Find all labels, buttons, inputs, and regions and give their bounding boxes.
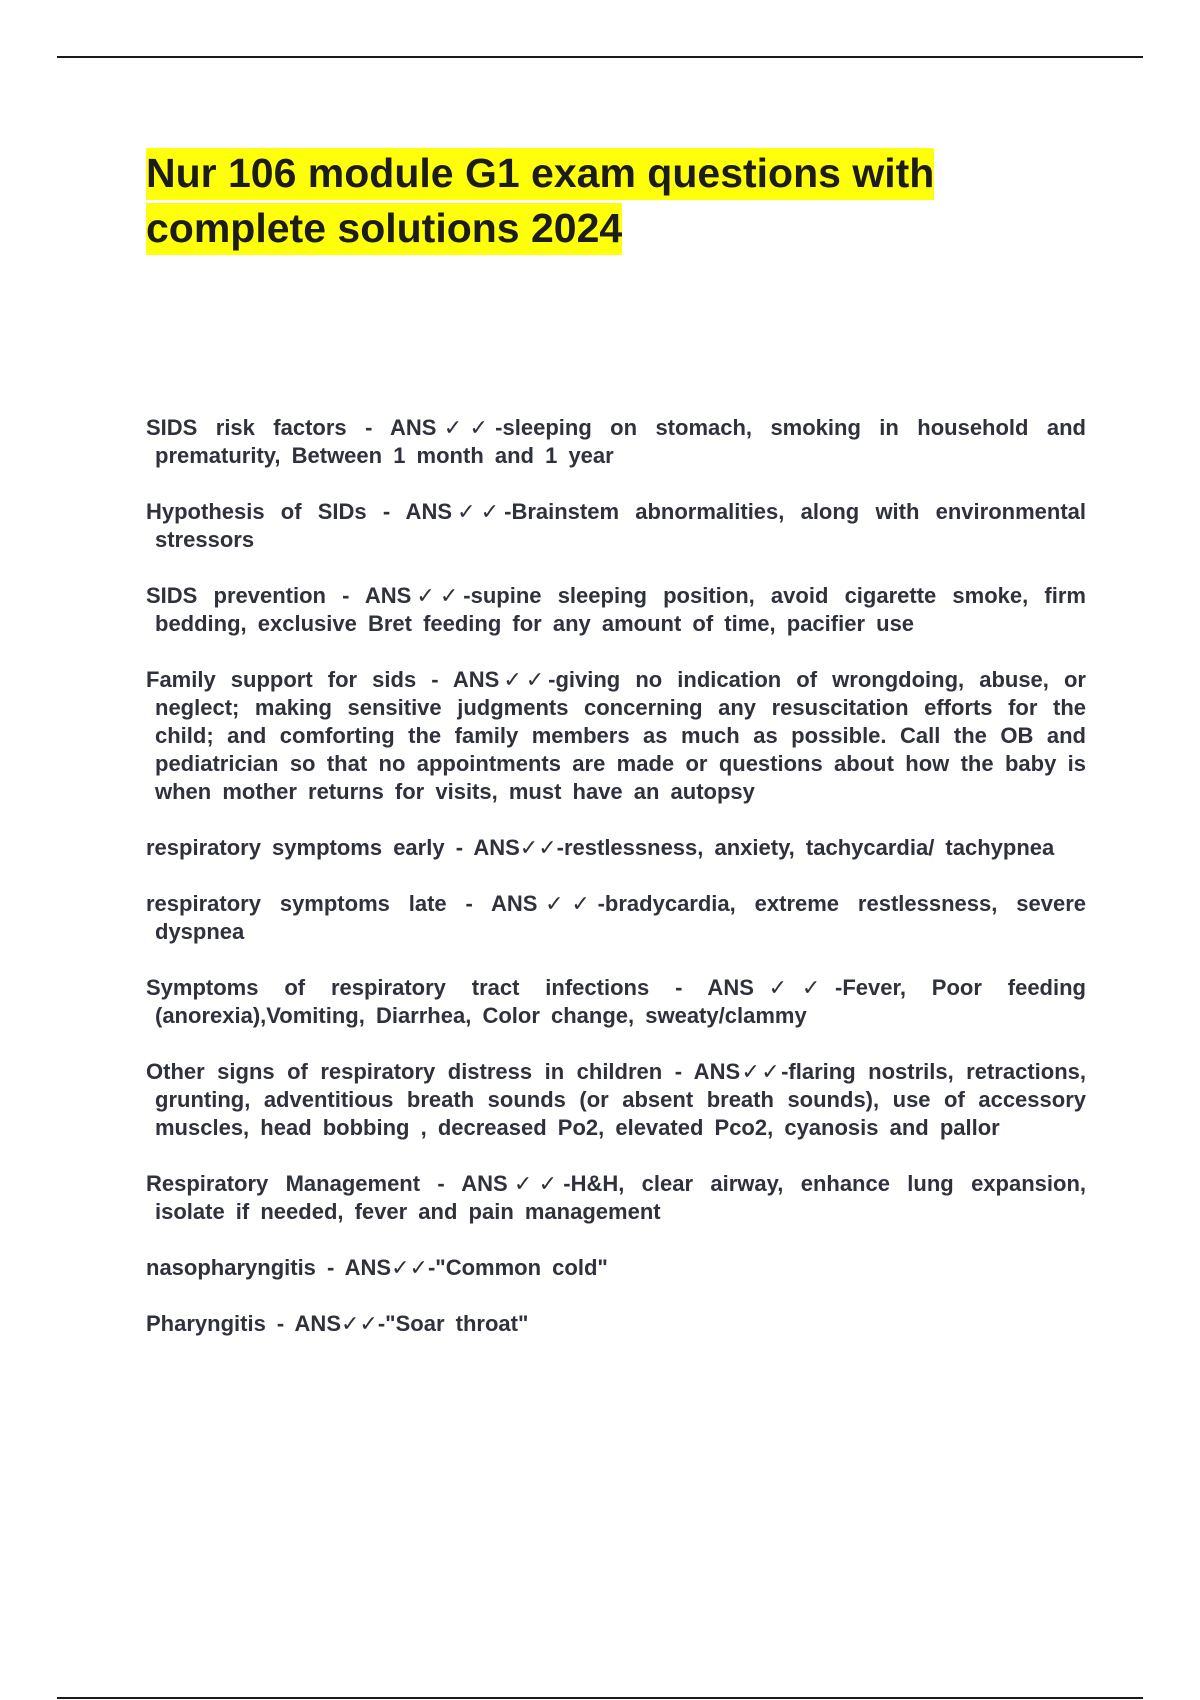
qa-entry-respiratory-management: Respiratory Management - ANS✓✓-H&H, clear airway, enhance lung expansion, isolate if needed, fever and pain management xyxy=(146,1171,1086,1224)
qa-entry-rti-symptoms: Symptoms of respiratory tract infections - ANS✓✓-Fever, Poor feeding (anorexia),Vomiting, Diarrhea, Color change, sweaty/clammy xyxy=(146,975,1086,1028)
footer-rule xyxy=(57,1697,1143,1699)
qa-entry-hypothesis-of-sids: Hypothesis of SIDs - ANS✓✓-Brainstem abnormalities, along with environmental stressors xyxy=(146,499,1086,552)
header-rule xyxy=(57,56,1143,58)
qa-entry-nasopharyngitis: nasopharyngitis - ANS✓✓-"Common cold" xyxy=(146,1255,608,1280)
qa-entry-respiratory-early: respiratory symptoms early - ANS✓✓-restlessness, anxiety, tachycardia/ tachypnea xyxy=(146,835,1055,860)
qa-entry-family-support: Family support for sids - ANS✓✓-giving no indication of wrongdoing, abuse, or neglect; making sensitive judgments concerning any resuscitation efforts for the child; and comforting the family members as much as possible. Call the OB and pediatrician so that no appointments are made or questions about how the baby is when mother returns for visits, must have an autopsy xyxy=(146,667,1086,804)
qa-entry-pharyngitis: Pharyngitis - ANS✓✓-"Soar throat" xyxy=(146,1311,529,1336)
qa-entry-respiratory-distress: Other signs of respiratory distress in children - ANS✓✓-flaring nostrils, retractions, grunting, adventitious breath sounds (or absent breath sounds), use of accessory muscles, head bobbing , decreased Po2, elevated Pco2, cyanosis and pallor xyxy=(146,1059,1086,1140)
qa-entry-sids-risk-factors: SIDS risk factors - ANS✓✓-sleeping on stomach, smoking in household and prematurity, Between 1 month and 1 year xyxy=(146,415,1086,468)
qa-entry-respiratory-late: respiratory symptoms late - ANS✓✓-bradycardia, extreme restlessness, severe dyspnea xyxy=(146,891,1086,944)
qa-list xyxy=(146,414,1086,1366)
title-highlight: Nur 106 module G1 exam questions with complete solutions 2024 xyxy=(146,148,934,255)
qa-entry-sids-prevention: SIDS prevention - ANS✓✓-supine sleeping position, avoid cigarette smoke, firm bedding, exclusive Bret feeding for any amount of time, pacifier use xyxy=(146,583,1086,636)
document-title xyxy=(146,146,1086,256)
